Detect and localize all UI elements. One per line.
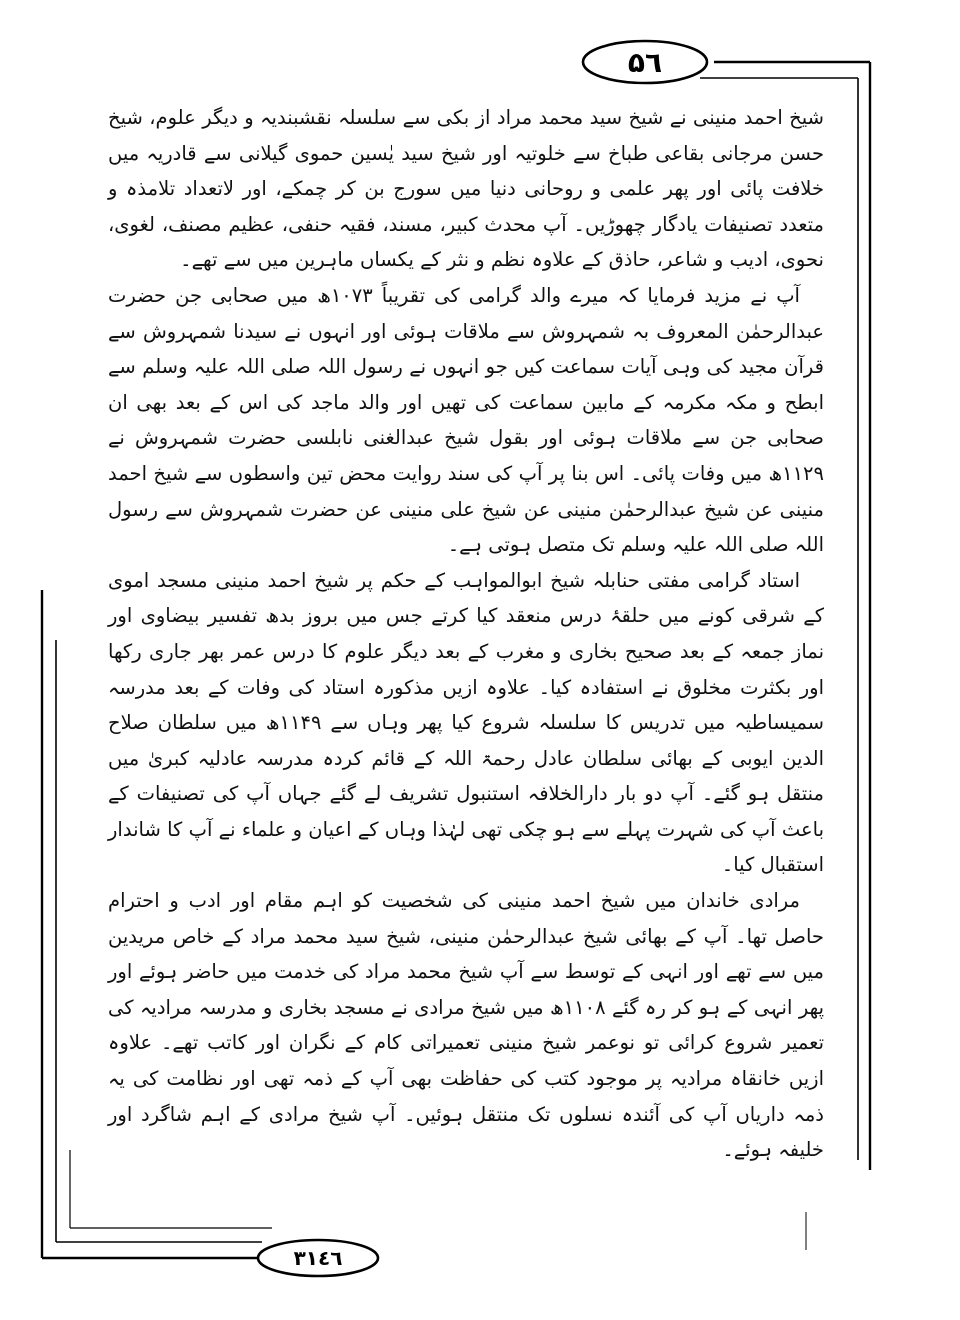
paragraph-1: شیخ احمد منینی نے شیخ سید محمد مراد از بکی سے سلسلہ نقشبندیہ و دیگر علوم، شیخ حسن مرجانی بقاعی طباخ سے خلوتیہ اور شیخ سید یٰسین حموی گیلانی سے قادریہ میں خلافت پائی اور پھر علمی و روحانی دنیا میں سورج بن کر چمکے، اور لاتعداد تلامذہ و متعدد تصنیفات یادگار چھوڑیں۔ آپ محدث کبیر، مسند، فقیہ حنفی، عظیم مصنف، لغوی، نحوی، ادیب و شاعر، حاذق کے علاوہ نظم و نثر کے یکساں ماہرین میں سے تھے۔ (108, 106, 824, 272)
page-number-bottom: ٣١٤٦ (293, 1246, 343, 1270)
body-text (108, 100, 824, 1168)
page-number-top: ۵٦ (627, 45, 663, 79)
paragraph-2: آپ نے مزید فرمایا کہ میرے والد گرامی کی تقریباً ۱۰۷۳ھ میں صحابی جن حضرت عبدالرحمٰن المعروف بہ شمہروش سے ملاقات ہوئی اور انہوں نے سیدنا شمہروش سے قرآن مجید کی وہی آیات سماعت کیں جو انہوں نے رسول اللہ صلی اللہ علیہ وسلم سے ابطح و مکہ مکرمہ کے مابین سماعت کی تھیں اور والد ماجد کی اس کے بعد بھی ان صحابی جن سے ملاقات ہوئی اور بقول شیخ عبدالغنی نابلسی حضرت شمہروش نے ۱۱۲۹ھ میں وفات پائی۔ اس بنا پر آپ کی سند روایت محض تین واسطوں سے شیخ احمد منینی عن شیخ عبدالرحمٰن منینی عن شیخ علی منینی عن حضرت شمہروش سے رسول اللہ صلی اللہ علیہ وسلم تک متصل ہوتی ہے۔ (108, 283, 824, 557)
paragraph-4: مرادی خاندان میں شیخ احمد منینی کی شخصیت کو اہم مقام اور ادب و احترام حاصل تھا۔ آپ کے بھائی شیخ عبدالرحمٰن منینی، شیخ سید محمد مراد کے خاص مریدین میں سے تھے اور انہی کے توسط سے آپ شیخ محمد مراد کی خدمت میں حاضر ہوئے اور پھر انہی کے ہو کر رہ گئے ۱۱۰۸ھ میں شیخ مرادی نے مسجد بخاری و مدرسہ مرادیہ کی تعمیر شروع کرائی تو نوعمر شیخ منینی تعمیراتی کام کے نگران اور کاتب تھے۔ علاوہ ازیں خانقاہ مرادیہ پر موجود کتب کی حفاظت بھی آپ کے ذمہ تھی اور نظامت کی یہ ذمہ داریاں آپ کی آئندہ نسلوں تک منتقل ہوئیں۔ آپ شیخ مرادی کے اہم شاگرد اور خلیفہ ہوئے۔ (108, 889, 824, 1162)
paragraph-3: استاد گرامی مفتی حنابلہ شیخ ابوالمواہب کے حکم پر شیخ احمد منینی مسجد اموی کے شرقی کونے میں حلقۂ درس منعقد کیا کرتے جس میں بروز بدھ تفسیر بیضاوی اور نماز جمعہ کے بعد صحیح بخاری و مغرب کے بعد دیگر علوم کا درس عمر بھر جاری رکھا اور بکثرت مخلوق نے استفادہ کیا۔ علاوہ ازیں مذکورہ استاد کی وفات کے بعد مدرسہ سمیساطیہ میں تدریس کا سلسلہ شروع کیا پھر وہاں سے ۱۱۴۹ھ میں سلطان صلاح الدین ایوبی کے بھائی سلطان عادل رحمۃ اللہ کے قائم کردہ مدرسہ عادلیہ کبریٰ میں منتقل ہو گئے۔ آپ دو بار دارالخلافہ استنبول تشریف لے گئے جہاں آپ کی تصنیفات کے باعث آپ کی شہرت پہلے سے ہو چکی تھی لہٰذا وہاں کے اعیان و علماء نے آپ کا شاندار استقبال کیا۔ (108, 568, 824, 877)
